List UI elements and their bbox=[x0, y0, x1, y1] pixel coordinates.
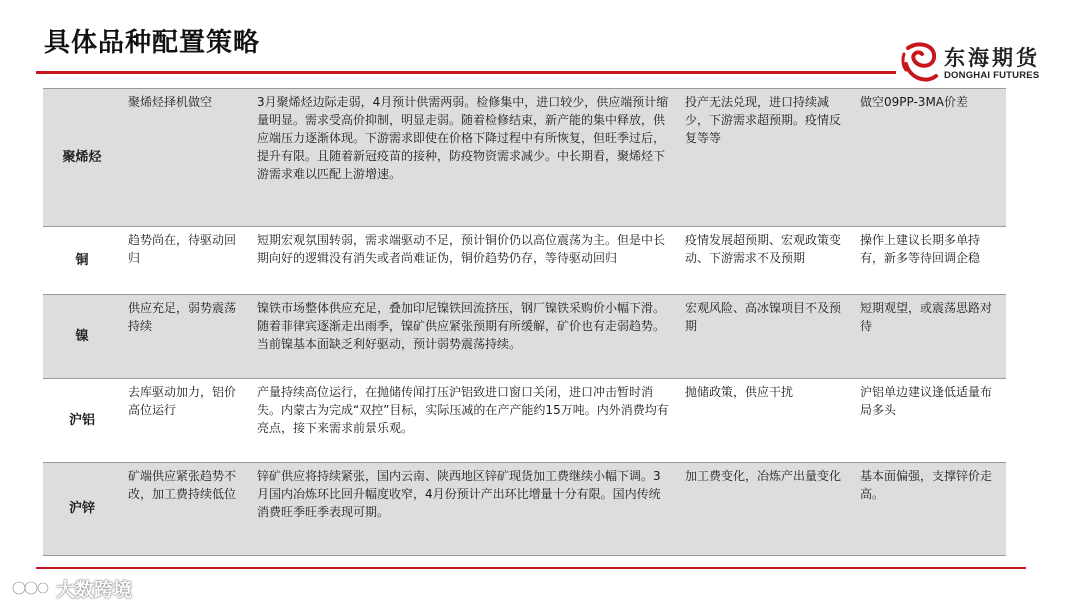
commodity-risk: 疫情发展超预期、宏观政策变动、下游需求不及预期 bbox=[685, 233, 842, 265]
commodity-strategy: 操作上建议长期多单持有，新多等待回调企稳 bbox=[860, 233, 981, 265]
donghai-logo bbox=[900, 40, 1060, 86]
commodity-name: 沪铝 bbox=[68, 412, 95, 428]
watermark bbox=[10, 574, 132, 602]
commodity-name: 铜 bbox=[75, 252, 89, 268]
commodity-view: 去库驱动加力，铝价高位运行 bbox=[128, 385, 237, 417]
strategy-table bbox=[43, 88, 1006, 556]
commodity-view: 聚烯烃择机做空 bbox=[128, 95, 213, 109]
table-row bbox=[43, 89, 1006, 227]
logo-chinese-name: 东海期货 bbox=[944, 46, 1040, 70]
table-row bbox=[43, 463, 1006, 556]
commodity-name: 聚烯烃 bbox=[62, 149, 102, 165]
commodity-risk: 抛储政策，供应干扰 bbox=[685, 385, 794, 399]
page-title: 具体品种配置策略 bbox=[44, 28, 261, 58]
commodity-risk: 加工费变化，冶炼产出量变化 bbox=[685, 469, 842, 483]
commodity-view: 供应充足，弱势震荡持续 bbox=[128, 301, 237, 333]
commodity-strategy: 沪铝单边建议逢低适量布局多头 bbox=[860, 385, 993, 417]
commodity-logic: 短期宏观氛围转弱，需求端驱动不足，预计铜价仍以高位震荡为主。但是中长期向好的逻辑没有消失或者尚难证伪，铜价趋势仍存，等待驱动回归 bbox=[257, 233, 666, 265]
commodity-view: 矿端供应紧张趋势不改，加工费持续低位 bbox=[128, 469, 237, 501]
commodity-strategy: 做空09PP-3MA价差 bbox=[860, 95, 969, 109]
commodity-name: 镍 bbox=[75, 328, 89, 344]
commodity-strategy: 短期观望，或震荡思路对待 bbox=[860, 301, 993, 333]
logo-english-name: DONGHAI FUTURES bbox=[944, 70, 1040, 81]
commodity-logic: 3月聚烯烃边际走弱，4月预计供需两弱。检修集中，进口较少，供应端预计缩量明显。需求受高价抑制，明显走弱。随着检修结束，新产能的集中释放，供应端压力逐渐体现。下游需求即使在价格下降过程中有所恢复，但旺季过后，提升有限。且随着新冠疫苗的接种，防疫物资需求减少。中长期看，聚烯烃下游需求难以匹配上游增速。 bbox=[257, 95, 669, 181]
table-row bbox=[43, 295, 1006, 379]
header-divider bbox=[36, 71, 896, 74]
watermark-text: 大数跨境 bbox=[56, 578, 133, 601]
commodity-logic: 锌矿供应将持续紧张，国内云南、陕西地区锌矿现货加工费继续小幅下调。3月国内冶炼环比回升幅度收窄，4月份预计产出环比增量十分有限。国内传统消费旺季旺季表现可期。 bbox=[257, 469, 661, 519]
commodity-view: 趋势尚在，待驱动回归 bbox=[128, 233, 237, 265]
commodity-logic: 产量持续高位运行，在抛储传闻打压沪铝致进口窗口关闭，进口冲击暂时消失。内蒙古为完成“双控”目标，实际压减的在产产能约15万吨。内外消费均有亮点，接下来需求前景乐观。 bbox=[257, 385, 669, 435]
swirl-logo-icon bbox=[900, 40, 942, 86]
table-row bbox=[43, 379, 1006, 463]
commodity-name: 沪锌 bbox=[68, 501, 95, 516]
watermark-logo-icon bbox=[10, 576, 50, 600]
commodity-risk: 宏观风险、高冰镍项目不及预期 bbox=[685, 301, 842, 333]
commodity-risk: 投产无法兑现，进口持续减少，下游需求超预期。疫情反复等等 bbox=[685, 95, 842, 145]
table-row bbox=[43, 227, 1006, 295]
commodity-logic: 镍铁市场整体供应充足，叠加印尼镍铁回流挤压，钢厂镍铁采购价小幅下滑。随着菲律宾逐渐走出雨季，镍矿供应紧张预期有所缓解，矿价也有走弱趋势。当前镍基本面缺乏利好驱动，预计弱势震荡持续。 bbox=[257, 301, 666, 351]
footer-divider bbox=[36, 567, 1026, 569]
commodity-strategy: 基本面偏强，支撑锌价走高。 bbox=[860, 469, 993, 501]
